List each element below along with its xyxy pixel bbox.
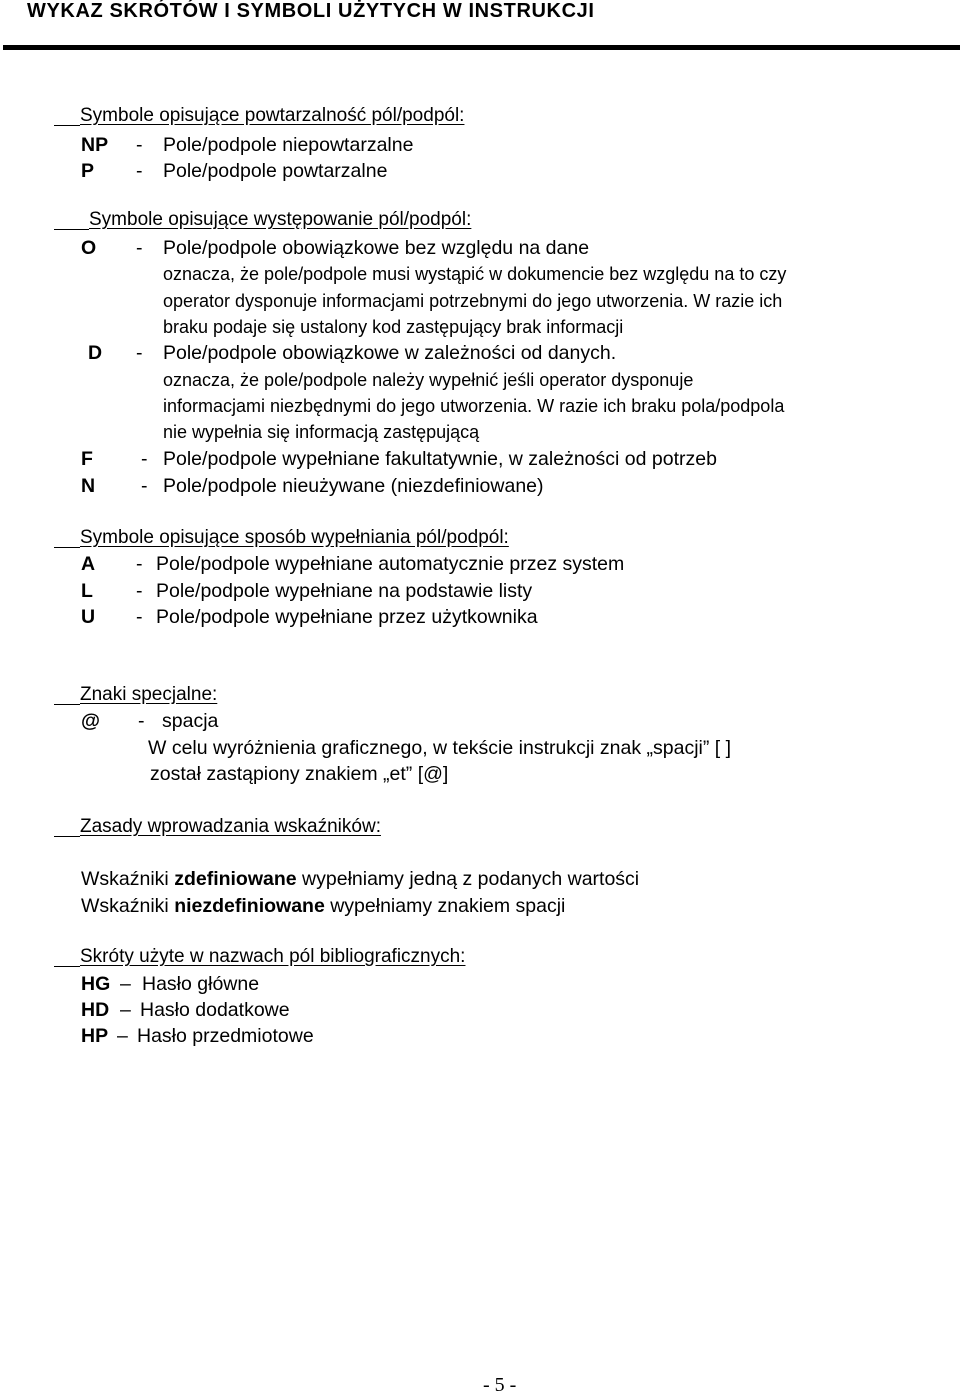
dash: – [120, 973, 131, 995]
definition-p: Pole/podpole powtarzalne [163, 160, 388, 182]
symbol-f: F [81, 448, 93, 470]
section-heading-repeatability: Symbole opisujące powtarzalność pól/podpól: [80, 105, 465, 126]
symbol-d: D [88, 342, 103, 364]
heading-underline [54, 125, 80, 126]
description-line: nie wypełnia się informacją zastępującą [163, 422, 480, 442]
definition-hd: Hasło dodatkowe [140, 999, 290, 1021]
description-line: informacjami niezbędnymi do jego utworzenia. W razie ich braku pola/podpola [163, 396, 785, 416]
dash: - [136, 134, 143, 156]
section-heading-special: Znaki specjalne: [80, 684, 218, 705]
symbol-np: NP [81, 134, 109, 156]
description-line: został zastąpiony znakiem „et” [@] [150, 763, 449, 785]
description-line: W celu wyróżnienia graficznego, w tekście instrukcji znak „spacji” [ ] [148, 737, 732, 759]
symbol-l: L [81, 580, 93, 602]
dash: - [141, 475, 148, 497]
dash: – [117, 1025, 128, 1047]
definition-n: Pole/podpole nieużywane (niezdefiniowane) [163, 475, 544, 497]
description-line: braku podaje się ustalony kod zastępujący brak informacji [163, 317, 624, 337]
heading-underline [54, 547, 80, 548]
dash: - [136, 553, 143, 575]
definition-u: Pole/podpole wypełniane przez użytkownika [156, 606, 538, 628]
description-line: operator dysponuje informacjami potrzebnymi do jego utworzenia. W razie ich [163, 291, 783, 311]
page-number: - 5 - [483, 1374, 517, 1396]
symbol-at: @ [81, 710, 101, 732]
symbol-hd: HD [81, 999, 110, 1021]
symbol-hg: HG [81, 973, 111, 995]
dash: - [141, 448, 148, 470]
heading-underline [54, 229, 89, 230]
dash: - [136, 237, 143, 259]
section-heading-indicators: Zasady wprowadzania wskaźników: [80, 816, 381, 837]
section-heading-occurrence: Symbole opisujące występowanie pól/podpól: [89, 209, 472, 230]
symbol-o: O [81, 237, 97, 259]
definition-np: Pole/podpole niepowtarzalne [163, 134, 414, 156]
section-heading-filling: Symbole opisujące sposób wypełniania pól/podpól: [80, 527, 509, 548]
definition-hp: Hasło przedmiotowe [137, 1025, 314, 1047]
heading-underline [54, 836, 80, 837]
description-line: oznacza, że pole/podpole należy wypełnić jeśli operator dysponuje [163, 370, 694, 390]
section-heading-abbreviations: Skróty użyte w nazwach pól bibliograficznych: [80, 946, 466, 967]
dash: - [136, 342, 143, 364]
symbol-u: U [81, 606, 96, 628]
page-title: WYKAZ SKRÓTÓW I SYMBOLI UŻYTYCH W INSTRUKCJI [27, 0, 595, 22]
indicator-rule-defined: Wskaźniki zdefiniowane wypełniamy jedną z podanych wartości [81, 868, 640, 890]
symbol-p: P [81, 160, 95, 182]
dash: - [136, 606, 143, 628]
definition-hg: Hasło główne [142, 973, 260, 995]
title-rule [3, 45, 960, 50]
symbol-a: A [81, 553, 96, 575]
heading-underline [54, 966, 80, 967]
dash: - [138, 710, 145, 732]
definition-d: Pole/podpole obowiązkowe w zależności od danych. [163, 342, 617, 364]
dash: – [120, 999, 131, 1021]
definition-at: spacja [162, 710, 219, 732]
symbol-n: N [81, 475, 96, 497]
dash: - [136, 580, 143, 602]
definition-l: Pole/podpole wypełniane na podstawie listy [156, 580, 533, 602]
indicator-rule-undefined: Wskaźniki niezdefiniowane wypełniamy znakiem spacji [81, 895, 566, 917]
definition-o: Pole/podpole obowiązkowe bez względu na dane [163, 237, 590, 259]
dash: - [136, 160, 143, 182]
heading-underline [54, 704, 80, 705]
definition-a: Pole/podpole wypełniane automatycznie przez system [156, 553, 625, 575]
definition-f: Pole/podpole wypełniane fakultatywnie, w zależności od potrzeb [163, 448, 717, 470]
description-line: oznacza, że pole/podpole musi wystąpić w dokumencie bez względu na to czy [163, 264, 787, 284]
symbol-hp: HP [81, 1025, 109, 1047]
